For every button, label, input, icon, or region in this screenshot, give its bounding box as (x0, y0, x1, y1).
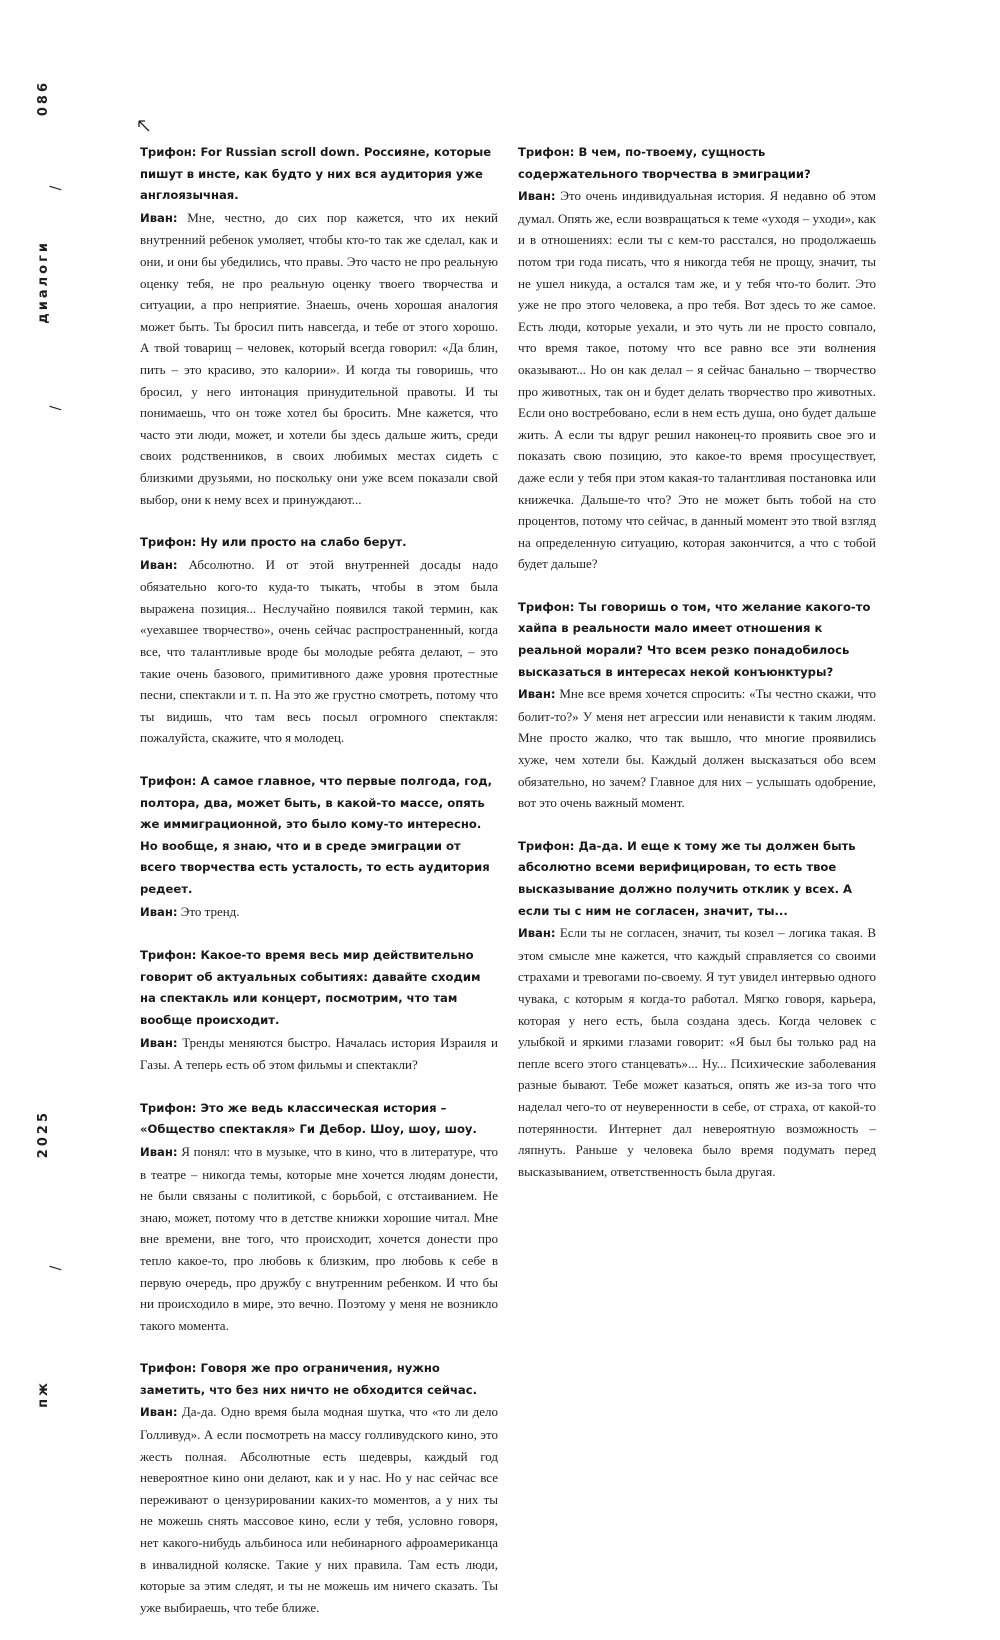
answer (140, 901, 498, 924)
left-column (140, 142, 498, 1640)
question: Трифон: В чем, по-твоему, сущность содержательного творчества в эмиграции? (518, 145, 811, 181)
answer (140, 1401, 498, 1618)
answer (518, 683, 876, 814)
answer (140, 1032, 498, 1076)
question: Трифон: Какое-то время весь мир действительно говорит об актуальных событиях: давайте сходим на спектакль или концерт, посмотрим, что там вообще происходит. (140, 948, 481, 1027)
dialogue-block (140, 771, 498, 923)
dialogue-block (140, 142, 498, 510)
speaker-label: Иван: (140, 210, 178, 225)
section-title: диалоги (36, 240, 51, 324)
dialogue-block (518, 142, 876, 575)
speaker-label: Иван: (518, 926, 556, 941)
question: Трифон: Это же ведь классическая история – «Общество спектакля» Ги Дебор. Шоу, шоу, шоу. (140, 1100, 477, 1137)
question: Трифон: А самое главное, что первые полгода, год, полтора, два, может быть, в какой-то массе, опять же иммиграционной, это было кому-то интересно. Но вообще, я знаю, что и в среде эмиграции от всего творчества есть усталость, то есть аудитория редеет. (140, 774, 492, 896)
speaker-label: Иван: (518, 189, 556, 204)
magazine-name: пж (36, 1380, 51, 1408)
answer-text: Абсолютно. И от этой внутренней досады надо обязательно кого-то куда-то тыкать, чтобы в этом была выражена позиция... Неслучайно появился такой термин, как «уехавшее творчество», очень сейчас распространенный, когда все, что талантливые вроде бы молодые ребята делают, – это такие очень базового, примитивного даже уровня протестные песни, спектакли и т. п. На это же грустно смотреть, потому что ты видишь, что там весь посыл огромного спектакля: пожалуйста, скажите, что я молодец. (140, 556, 499, 746)
speaker-label: Иван: (140, 1035, 178, 1050)
separator: / (48, 185, 64, 191)
speaker-label: Иван: (518, 687, 556, 702)
answer (518, 185, 876, 575)
answer-text: Да-да. Одно время была модная шутка, что «то ли дело Голливуд». А если посмотреть на массу голливудского кино, это жесть полная. Абсолютные есть шедевры, каждый год невероятное кино они делают, как и у нас. Но у нас сейчас все переживают о цензурировании каких-то моментов, а у них ты не можешь снять массовое кино, если у тебя, условно говоря, нет какого-нибудь альбиноса или небинарного афроамериканца в инвалидной коляске. Такие у них правила. Там есть люди, которые за этим следят, и ты не можешь им ничего сказать. Ты уже выбираешь, что тебе ближе. (140, 1404, 498, 1615)
dialogue-block (140, 945, 498, 1076)
answer-text: Если ты не согласен, значит, ты козел – логика такая. В этом смысле мне кажется, что каждый справляется со своими страхами и тревогами по-своему. Я тут увидел интервью одного чувака, с которым я когда-то работал. Мягко говоря, карьера, которая у него есть, была создана здесь. Когда человек с улыбкой и яркими глазами говорит: «Я был бы только рад на пепле всего этого станцевать»... Ну... Психические заболевания разные бывают. Тебе может казаться, опять же из-за того что наделал чего-то от неуверенности в себе, от страха, от какой-то потерянности. Интернет дал невероятную возможность – ляпнуть. Раньше у человека было время подумать перед высказыванием, ответственность была другая. (518, 925, 876, 1179)
answer (140, 1141, 498, 1336)
answer-text: Тренды меняются быстро. Началась история Израиля и Газы. А теперь есть об этом фильмы и спектакли? (140, 1034, 498, 1073)
corner-arrow-icon (138, 120, 150, 132)
question: Трифон: Да-да. И еще к тому же ты должен быть абсолютно всеми верифицирован, то есть твое высказывание должно получить отклик у всех. А если ты с ним не согласен, значит, ты... (518, 838, 856, 918)
answer-text: Это очень индивидуальная история. Я недавно об этом думал. Опять же, если возвращаться к теме «уходя – уходи», как и в отношениях: если ты с кем-то расстался, но продолжаешь потом три года писать, что я никогда тебя не прощу, значит, ты не ушел никуда, а остался там же, и у тебя что-то болит. Это уже не про этого человека, а про тебя. Вот здесь то же самое. Есть люди, которые уехали, и это чуть ли не просто совпало, что время такое, потому что все равно все эти волнения оказывают... Но он как делал – я сейчас банально – творчество про животных, так он и будет делать творчество про животных. Если оно востребовано, если в нем есть душа, оно будет дальше жить. А если ты вдруг решил наконец-то проявить свое эго и показать свою позицию, это какое-то время просуществует, даже если у тебя при этом какая-то талантливая постановка или книжечка. Дальше-то что? Это не может быть тобой на сто процентов, потому что сейчас, в данный момент это твой взгляд на определенную ситуацию, которая закончится, а что с тобой будет дальше? (518, 188, 877, 572)
question: Трифон: Ты говоришь о том, что желание какого-то хайпа в реальности мало имеет отношения к реальной морали? Что всем резко понадобилось высказаться в интересах некой конъюнктуры? (518, 599, 871, 679)
right-column (518, 142, 876, 1204)
answer-text: Мне все время хочется спросить: «Ты честно скажи, что болит-то?» У меня нет агрессии или ненависти к таким людям. Мне просто жалко, что так вышло, что многие проявились хуже, чем хотели бы. Каждый должен высказаться обо всем обязательно, но зачем? Главное для них – услышать одобрение, вот это очень важный момент. (518, 686, 876, 811)
dialogue-block (518, 836, 876, 1183)
question: Трифон: Ну или просто на слабо берут. (140, 535, 407, 550)
separator: / (48, 1265, 64, 1271)
dialogue-block (140, 1358, 498, 1618)
answer (140, 207, 498, 510)
speaker-label: Иван: (140, 557, 178, 572)
speaker-label: Иван: (140, 1405, 178, 1420)
separator: / (48, 405, 64, 411)
question: Трифон: For Russian scroll down. Россияне, которые пишут в инсте, как будто у них вся аудитория уже англоязычная. (140, 145, 492, 203)
speaker-label: Иван: (140, 1144, 178, 1159)
dialogue-block (140, 532, 498, 749)
answer-text: Мне, честно, до сих пор кажется, что их некий внутренний ребенок умоляет, чтобы кто-то так же сделал, как и они, и они бы убедились, что правы. Это часто не про реальную оценку тебя, не про реальную оценку твоего творчества и ситуации, а про неприятие. Знаешь, очень хорошая аналогия может быть. Ты бросил пить навсегда, и тебе от этого хорошо. А твой товарищ – человек, который всегда говорил: «Да блин, пить – это красиво, это калории». И когда ты говоришь, что бросил, у него интонация принудительной правоты. И ты понимаешь, что он тоже хотел бы бросить. Мне кажется, что часто эти люди, может, и хотели бы здесь дальше жить, среди своих родственников, в своих любимых местах сидеть с близкими друзьями, но поскольку они уже всем показали свой выбор, они к нему всех и принуждают... (140, 209, 498, 507)
answer-text: Это тренд. (180, 903, 240, 919)
answer (140, 554, 498, 749)
year: 2025 (36, 1110, 51, 1159)
speaker-label: Иван: (140, 904, 178, 919)
page-number: 086 (36, 80, 51, 117)
dialogue-block (518, 597, 876, 814)
sidebar (36, 80, 76, 1420)
answer (518, 922, 876, 1182)
question: Трифон: Говоря же про ограничения, нужно заметить, что без них ничто не обходится сейчас. (140, 1361, 477, 1397)
dialogue-block (140, 1098, 498, 1337)
answer-text: Я понял: что в музыке, что в кино, что в литературе, что в театре – никогда темы, которые мне хочется людям донести, не были связаны с политикой, с борьбой, с отстаиванием. Не знаю, может, потому что в детстве книжки хорошие читал. Мне вне времени, вне того, что происходит, хочется донести про тепло какое-то, про любовь к близким, про любовь к себе в первую очередь, про дружбу с внутренним ребенком. И что бы ни происходило в мире, это вечно. Поэтому у меня не возникло такого момента. (140, 1143, 499, 1333)
